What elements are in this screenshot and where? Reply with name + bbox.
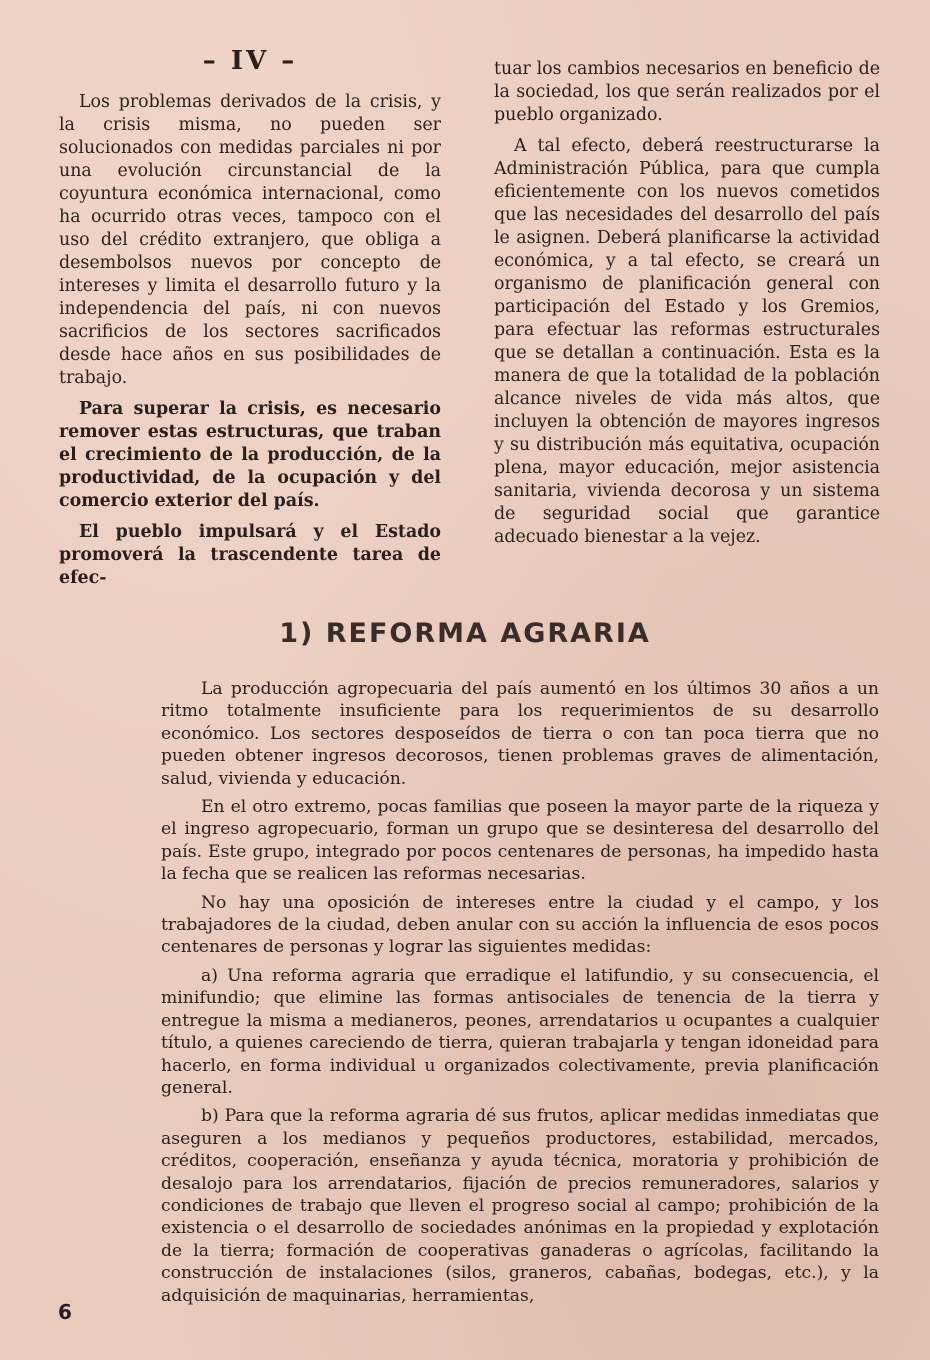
section-number: – IV – — [202, 46, 298, 76]
right-paragraph-2: A tal efecto, deberá reestructurarse la Administración Pública, para que cumpla eficientemente con los nuevos cometidos que las necesidades del desarrollo del país le asignen. Deberá planificarse la actividad económica, y a tal efecto, se creará un organismo de planificación general con participación del Estado y los Gremios, para efectuar las reformas estructurales que se detallan a continuación. Esta es la manera de que la totalidad de la población alcance niveles de vida más altos, que incluyen la obtención de mayores ingresos y su distribución más equitativa, ocupación plena, mayor educación, mejor asistencia sanitaria, vivienda decorosa y un sistema de seguridad social que garantice adecuado bienestar a la vejez. — [494, 136, 880, 547]
body-text — [161, 678, 879, 1313]
right-paragraph-1: tuar los cambios necesarios en beneficio de la sociedad, los que serán realizados por el pueblo organizado. — [494, 59, 880, 125]
section-heading: 1) REFORMA AGRARIA — [279, 618, 651, 649]
body-paragraph-4: a) Una reforma agraria que erradique el latifundio, y su consecuencia, el minifundio; que elimine las formas antisociales de tenencia de la tierra y entregue la misma a medianeros, peones, arrendatarios u ocupantes a cualquier título, a quienes careciendo de tierra, quieran trabajarla y tengan idoneidad para hacerlo, en forma individual u organizados colectivamente, previa planificación general. — [161, 965, 879, 1098]
left-paragraph-3: El pueblo impulsará y el Estado promoverá la trascendente tarea de efec- — [59, 522, 441, 588]
body-paragraph-1: La producción agropecuaria del país aumentó en los últimos 30 años a un ritmo totalmente insuficiente para los requerimientos de su desarrollo económico. Los sectores desposeídos de tierra o con tan poca tierra que no pueden obtener ingresos decorosos, tienen problemas graves de alimentación, salud, vivienda y educación. — [161, 679, 879, 789]
page-number: 6 — [58, 1300, 72, 1324]
left-paragraph-1: Los problemas derivados de la crisis, y la crisis misma, no pueden ser solucionados con medidas parciales ni por una evolución circunstancial de la coyuntura económica internacional, como ha ocurrido otras veces, tampoco con el uso del crédito extranjero, que obliga a desembolsos nuevos por concepto de intereses y limita el desarrollo futuro y la independencia del país, ni con nuevos sacrificios de los sectores sacrificados desde hace años en sus posibilidades de trabajo. — [59, 92, 441, 388]
left-column — [59, 46, 441, 598]
body-paragraph-5: b) Para que la reforma agraria dé sus frutos, aplicar medidas inmediatas que aseguren a los medianos y pequeños productores, estabilidad, mercados, créditos, cooperación, enseñanza y ayuda técnica, moratoria y prohibición de desalojo para los arrendatarios, fijación de precios remuneradores, salarios y condiciones de trabajo que lleven el progreso social al campo; prohibición de la existencia o el desarrollo de sociedades anónimas en la propiedad y explotación de la tierra; formación de cooperativas ganaderas o agrícolas, facilitando la construcción de instalaciones (silos, graneros, cabañas, bodegas, etc.), y la adquisición de maquinarias, herramientas, — [161, 1106, 879, 1306]
left-paragraph-2: Para superar la crisis, es necesario remover estas estructuras, que traban el crecimiento de la producción, de la productividad, de la ocupación y del comercio exterior del país. — [59, 399, 441, 511]
right-column — [494, 58, 880, 557]
body-paragraph-3: No hay una oposición de intereses entre la ciudad y el campo, y los trabajadores de la ciudad, deben anular con su acción la influencia de esos pocos centenares de personas y lograr las siguientes medidas: — [161, 892, 879, 958]
body-paragraph-2: En el otro extremo, pocas familias que poseen la mayor parte de la riqueza y el ingreso agropecuario, forman un grupo que se desinteresa del desarrollo del país. Este grupo, integrado por pocos centenares de personas, ha impedido hasta la fecha que se realicen las reformas necesarias. — [161, 797, 879, 885]
